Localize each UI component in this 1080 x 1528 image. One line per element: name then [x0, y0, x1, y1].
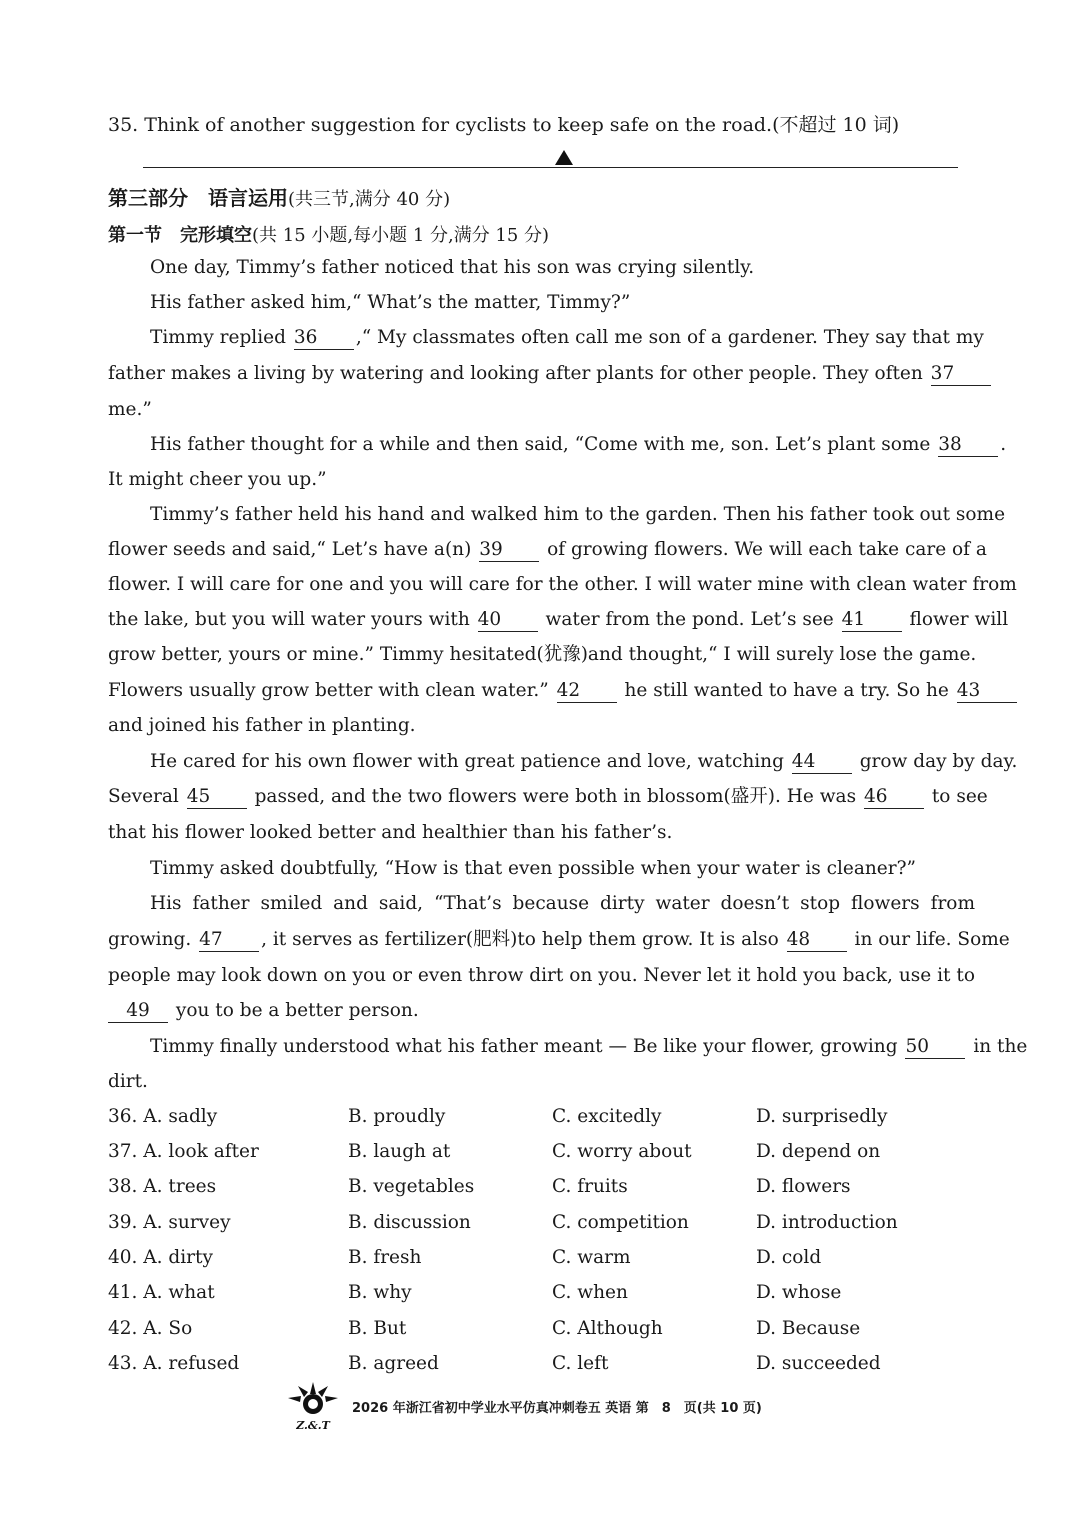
blank-50: 50 — [905, 1036, 965, 1059]
passage-text: Several — [108, 786, 179, 807]
subsection-title: 第一节 完形填空 — [108, 225, 252, 246]
option-a: 38. A. trees — [108, 1176, 217, 1197]
option-b: B. discussion — [348, 1212, 471, 1233]
passage-line: Timmy’s father held his hand and walked him to the garden. Then his father took out some — [150, 504, 1006, 525]
passage-line: One day, Timmy’s father noticed that his son was crying silently. — [150, 257, 755, 278]
passage-text: Timmy finally understood what his father meant — Be like your flower, growing — [150, 1036, 898, 1057]
passage-text: growing. — [108, 929, 192, 950]
option-c: C. fruits — [552, 1176, 628, 1197]
passage-text: . — [1000, 434, 1007, 455]
passage-text: you to be a better person. — [175, 1000, 419, 1021]
passage-text: He cared for his own flower with great patience and love, watching — [150, 751, 784, 772]
passage-text: ,“ My classmates often call me son of a gardener. They say that my — [355, 327, 984, 348]
option-b: B. vegetables — [348, 1176, 475, 1197]
passage-line — [108, 678, 981, 704]
option-c: C. when — [552, 1282, 628, 1303]
passage-line: that his flower looked better and healthier than his father’s. — [108, 822, 673, 843]
subsection-subtitle: (共 15 小题,每小题 1 分,满分 15 分) — [252, 225, 550, 246]
passage-text: in the — [973, 1036, 1028, 1057]
option-a: 43. A. refused — [108, 1353, 240, 1374]
section-subtitle: (共三节,满分 40 分) — [288, 189, 451, 210]
passage-line — [108, 361, 975, 387]
option-a: 40. A. dirty — [108, 1247, 213, 1268]
passage-text: flower will — [909, 609, 1009, 630]
passage-text: father makes a living by watering and looking after plants for other people. They often — [108, 363, 923, 384]
passage-line: dirt. — [108, 1071, 148, 1092]
blank-42: 42 — [557, 680, 617, 703]
option-d: D. introduction — [756, 1212, 898, 1233]
option-c: C. Although — [552, 1318, 663, 1339]
option-c: C. warm — [552, 1247, 631, 1268]
passage-text: passed, and the two flowers were both in blossom(盛开). He was — [254, 786, 857, 807]
passage-line — [108, 998, 975, 1024]
option-a: 37. A. look after — [108, 1141, 259, 1162]
blank-39: 39 — [479, 539, 539, 562]
option-b: B. fresh — [348, 1247, 422, 1268]
option-d: D. whose — [756, 1282, 842, 1303]
blank-41: 41 — [842, 609, 902, 632]
question-35 — [108, 110, 899, 137]
option-a: 39. A. survey — [108, 1212, 231, 1233]
blank-48: 48 — [787, 929, 847, 952]
option-d: D. succeeded — [756, 1353, 881, 1374]
passage-line — [108, 537, 987, 563]
passage-line — [108, 784, 988, 810]
passage-line: It might cheer you up.” — [108, 469, 327, 490]
passage-text: Timmy replied — [150, 327, 286, 348]
option-b: B. But — [348, 1318, 407, 1339]
blank-36: 36 — [294, 327, 354, 350]
passage-line: and joined his father in planting. — [108, 715, 416, 736]
option-d: D. cold — [756, 1247, 822, 1268]
option-d: D. depend on — [756, 1141, 881, 1162]
passage-text: water from the pond. Let’s see — [545, 609, 834, 630]
section-title: 第三部分 语言运用 — [108, 186, 288, 210]
passage-text: Flowers usually grow better with clean water.” — [108, 680, 549, 701]
option-d: D. flowers — [756, 1176, 851, 1197]
option-b: B. laugh at — [348, 1141, 451, 1162]
question-text: Think of another suggestion for cyclists to keep safe on the road.(不超过 10 词) — [144, 114, 900, 136]
section-heading — [108, 182, 450, 211]
question-number: 35. — [108, 114, 139, 136]
passage-text: of growing flowers. We will each take care of a — [547, 539, 987, 560]
passage-text: he still wanted to have a try. So he — [624, 680, 949, 701]
option-b: B. why — [348, 1282, 412, 1303]
passage-line: grow better, yours or mine.” Timmy hesitated(犹豫)and thought,“ I will surely lose the game. — [108, 644, 977, 665]
blank-49: 49 — [108, 1000, 168, 1023]
option-c: C. excitedly — [552, 1106, 662, 1127]
passage-line: people may look down on you or even throw dirt on you. Never let it hold you back, use it to — [108, 965, 975, 986]
blank-46: 46 — [864, 786, 924, 809]
option-c: C. competition — [552, 1212, 689, 1233]
passage-line: flower. I will care for one and you will care for the other. I will water mine with clean water from — [108, 574, 1017, 595]
blank-40: 40 — [478, 609, 538, 632]
passage-text: His father thought for a while and then said, “Come with me, son. Let’s plant some — [150, 434, 931, 455]
option-b: B. proudly — [348, 1106, 446, 1127]
option-a: 36. A. sadly — [108, 1106, 218, 1127]
option-c: C. left — [552, 1353, 609, 1374]
option-d: D. surprisedly — [756, 1106, 888, 1127]
subsection-heading — [108, 221, 549, 247]
option-a: 42. A. So — [108, 1318, 193, 1339]
passage-line: me.” — [108, 399, 152, 420]
option-d: D. Because — [756, 1318, 861, 1339]
passage-text: in our life. Some — [854, 929, 1010, 950]
passage-text: grow day by day. — [859, 751, 1018, 772]
passage-text: , it serves as fertilizer(肥料)to help them grow. It is also — [261, 929, 779, 950]
passage-text: the lake, but you will water yours with — [108, 609, 470, 630]
section-divider — [143, 167, 958, 168]
passage-text: to see — [931, 786, 988, 807]
passage-line: Timmy asked doubtfully, “How is that even possible when your water is cleaner?” — [150, 858, 916, 879]
passage-text: flower seeds and said,“ Let’s have a(n) — [108, 539, 472, 560]
passage-line: His father asked him,“ What’s the matter, Timmy?” — [150, 292, 631, 313]
passage-line — [150, 1034, 1028, 1060]
passage-line — [108, 607, 1009, 633]
blank-44: 44 — [792, 751, 852, 774]
passage-line — [108, 927, 1010, 953]
option-a: 41. A. what — [108, 1282, 215, 1303]
blank-38: 38 — [938, 434, 998, 457]
passage-line — [150, 432, 1007, 458]
blank-43: 43 — [957, 680, 1017, 703]
blank-37: 37 — [931, 363, 991, 386]
passage-line — [150, 749, 1018, 775]
option-c: C. worry about — [552, 1141, 692, 1162]
option-b: B. agreed — [348, 1353, 439, 1374]
blank-47: 47 — [199, 929, 259, 952]
page-footer: 2026 年浙江省初中学业水平仿真冲刺卷五 英语 第 8 页(共 10 页) — [352, 1401, 762, 1416]
passage-line — [150, 325, 984, 351]
publisher-logo-icon — [284, 1380, 342, 1432]
logo-text: Z.&.T — [296, 1419, 330, 1432]
blank-45: 45 — [187, 786, 247, 809]
passage-line: His father smiled and said, “That’s because dirty water doesn’t stop flowers from — [150, 893, 975, 914]
triangle-marker-icon — [555, 150, 573, 165]
